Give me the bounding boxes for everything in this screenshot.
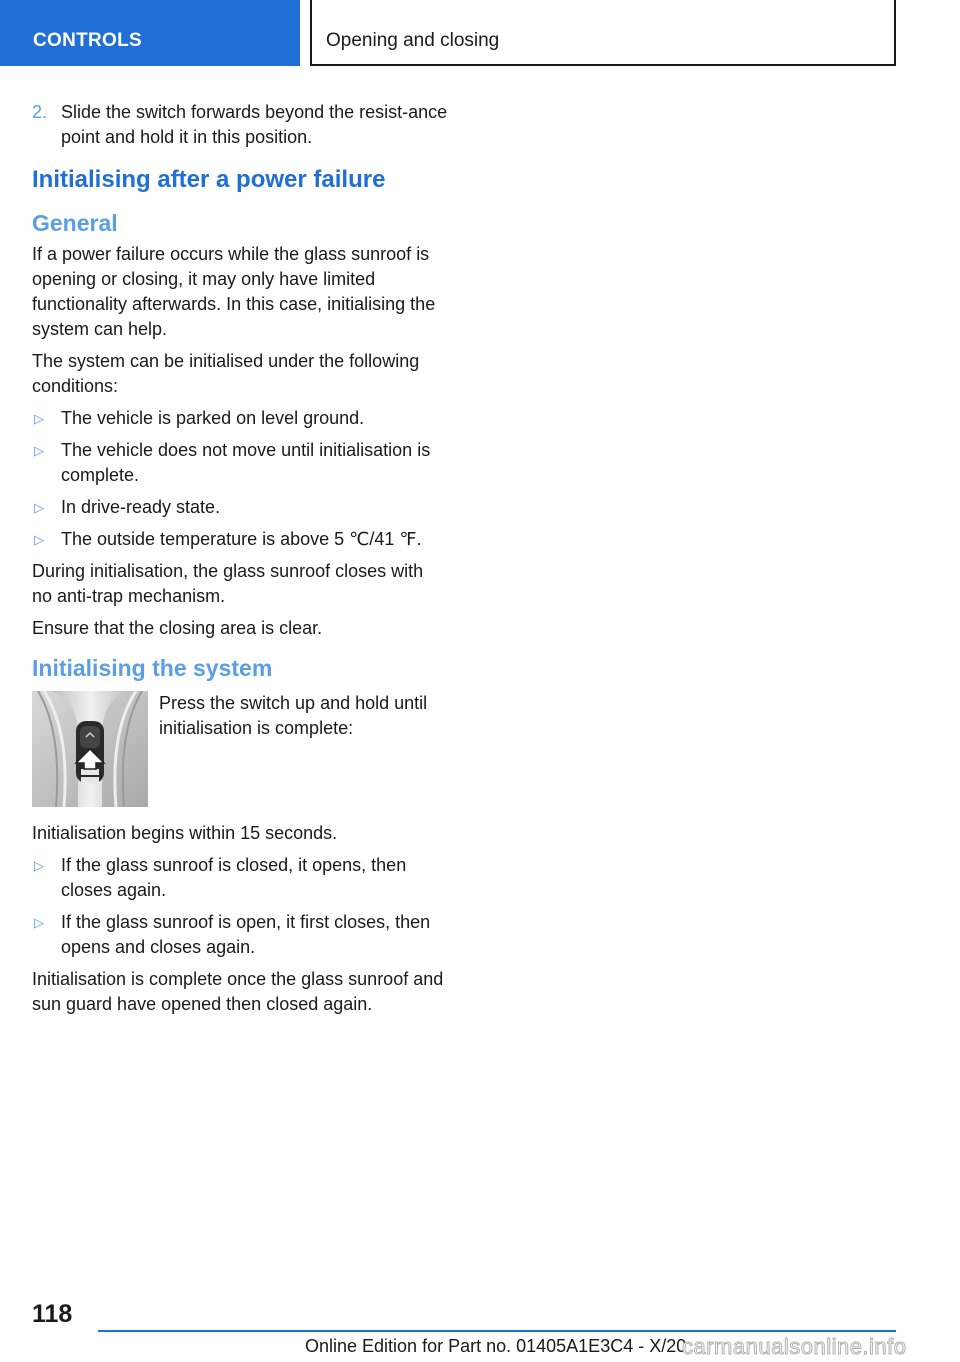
system-paragraph-2: Initialisation is complete once the glass sunroof and sun guard have opened then closed again.: [32, 969, 444, 1014]
general-paragraph-2: The system can be initialised under the following conditions:: [32, 351, 420, 396]
list-item-text: The vehicle does not move until initialisation is complete.: [61, 440, 431, 485]
general-paragraph-4: Ensure that the closing area is clear.: [32, 618, 323, 638]
triangle-right-outline-icon: ▷: [34, 532, 44, 547]
heading-general: General: [32, 210, 118, 236]
list-item: [32, 910, 448, 960]
triangle-right-outline-icon: ▷: [34, 858, 44, 873]
sunroof-switch-image: [32, 691, 148, 807]
triangle-right-outline-icon: ▷: [34, 411, 44, 426]
list-item-text: If the glass sunroof is open, it first closes, then opens and closes again.: [61, 912, 431, 957]
triangle-right-outline-icon: ▷: [34, 500, 44, 515]
triangle-right-outline-icon: ▷: [34, 915, 44, 930]
illustration-block: [32, 691, 448, 807]
section-tab: [0, 0, 300, 66]
list-item: [32, 853, 448, 903]
heading-power-failure: Initialising after a power failure: [32, 166, 386, 193]
list-item: [32, 406, 448, 431]
list-item-text: If the glass sunroof is closed, it opens, then closes again.: [61, 855, 407, 900]
list-item-text: In drive-ready state.: [61, 497, 221, 517]
system-paragraph-1: Initialisation begins within 15 seconds.: [32, 823, 338, 843]
list-item: [32, 527, 448, 552]
section-label: CONTROLS: [33, 30, 143, 51]
step-text: Slide the switch forwards beyond the resist-ance point and hold it in this position.: [61, 102, 448, 147]
illustration-caption: Press the switch up and hold until initialisation is complete:: [159, 693, 428, 738]
edition-text: Online Edition for Part no. 01405A1E3C4 - X/20: [305, 1336, 687, 1356]
list-item-text: The outside temperature is above 5 ℃/41 ℉.: [61, 529, 422, 549]
step-number: 2.: [32, 102, 48, 122]
general-paragraph-3: During initialisation, the glass sunroof closes with no anti-trap mechanism.: [32, 561, 424, 606]
triangle-right-outline-icon: ▷: [34, 443, 44, 458]
list-item: [32, 495, 448, 520]
footer-divider: [98, 1330, 896, 1332]
heading-initialising-system: Initialising the system: [32, 655, 273, 681]
list-item-text: The vehicle is parked on level ground.: [61, 408, 365, 428]
chapter-tab: [310, 0, 896, 66]
page-number: 118: [32, 1300, 73, 1328]
general-paragraph-1: If a power failure occurs while the glass sunroof is opening or closing, it may only have limited functionality afterwards. In this case, initialising the system can help.: [32, 244, 436, 339]
page-content: [32, 100, 448, 1024]
chapter-label: Opening and closing: [326, 30, 500, 51]
watermark: carmanualsonline.info: [682, 1334, 907, 1359]
list-item: [32, 438, 448, 488]
numbered-step: [32, 100, 448, 150]
